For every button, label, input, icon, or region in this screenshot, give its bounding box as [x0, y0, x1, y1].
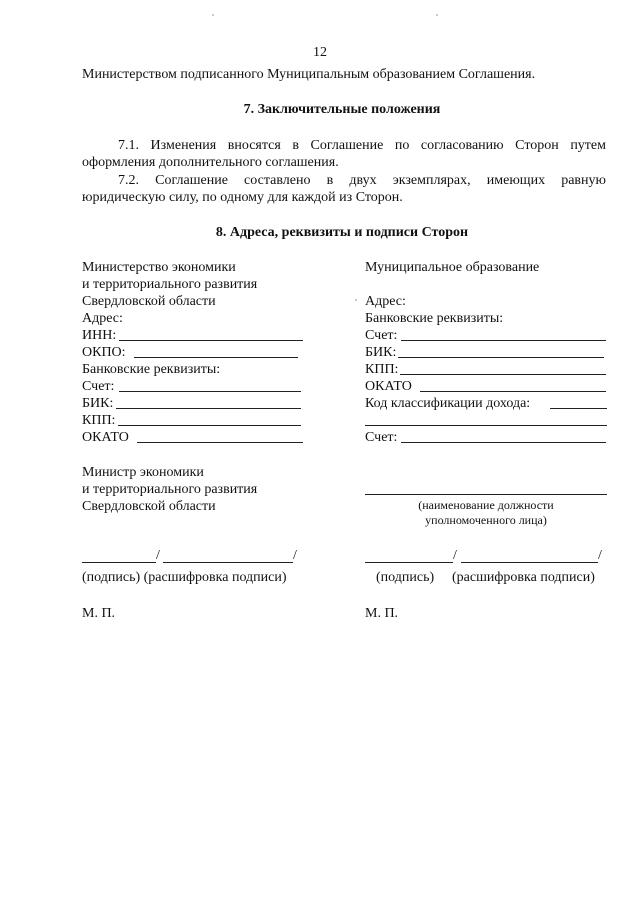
right-okato-label: ОКАТО	[365, 379, 412, 394]
section-7-p1-line2: оформления дополнительного соглашения.	[82, 155, 339, 170]
left-account-field[interactable]	[119, 391, 301, 392]
left-bik-label: БИК:	[82, 396, 114, 411]
right-kpp-field[interactable]	[400, 374, 606, 375]
left-address-label: Адрес:	[82, 311, 123, 326]
left-okato-label: ОКАТО	[82, 430, 129, 445]
right-okato-field[interactable]	[420, 391, 606, 392]
left-signer-line2: и территориального развития	[82, 482, 258, 497]
left-org-line1: Министерство экономики	[82, 260, 236, 275]
section-7-p1-line1: 7.1. Изменения вносятся в Соглашение по согласованию Сторон путем	[118, 138, 606, 153]
right-bik-label: БИК:	[365, 345, 397, 360]
right-signature-caption-1: (подпись)	[376, 570, 435, 585]
right-stamp-label: М. П.	[365, 606, 399, 621]
left-bank-label: Банковские реквизиты:	[82, 362, 221, 377]
left-org-line2: и территориального развития	[82, 277, 258, 292]
left-signer-line3: Свердловской области	[82, 499, 216, 514]
left-org-line3: Свердловской области	[82, 294, 216, 309]
page-number: 12	[313, 45, 327, 60]
left-bik-field[interactable]	[116, 408, 301, 409]
scan-speck	[355, 299, 357, 301]
left-sig-slash1: /	[156, 548, 160, 563]
left-okpo-label: ОКПО:	[82, 345, 126, 360]
right-income-code-field-2[interactable]	[365, 425, 607, 426]
section-8-heading: 8. Адреса, реквизиты и подписи Сторон	[215, 225, 469, 240]
right-signature-caption-2: (расшифровка подписи)	[452, 570, 595, 585]
left-kpp-field[interactable]	[118, 425, 301, 426]
left-signature-caption: (подпись) (расшифровка подписи)	[82, 570, 287, 585]
section-7-p2-line2: юридическую силу, по одному для каждой из Сторон.	[82, 190, 403, 205]
right-position-caption-line1: (наименование должности	[418, 498, 554, 512]
right-sig-slash2: /	[598, 548, 602, 563]
right-position-field[interactable]	[365, 494, 607, 495]
intro-line: Министерством подписанного Муниципальным образованием Соглашения.	[82, 67, 536, 82]
right-account-label: Счет:	[365, 328, 398, 343]
left-signer-line1: Министр экономики	[82, 465, 204, 480]
scan-speck	[436, 14, 438, 16]
right-bik-field[interactable]	[398, 357, 604, 358]
left-signature-name-field[interactable]	[163, 562, 293, 563]
right-address-label: Адрес:	[365, 294, 406, 309]
left-okato-field[interactable]	[137, 442, 303, 443]
right-signature-name-field[interactable]	[461, 562, 598, 563]
section-7-p2-line1: 7.2. Соглашение составлено в двух экземплярах, имеющих равную	[118, 173, 606, 188]
left-signature-field[interactable]	[82, 562, 156, 563]
right-kpp-label: КПП:	[365, 362, 399, 377]
right-org-line1: Муниципальное образование	[365, 260, 540, 275]
right-account2-label: Счет:	[365, 430, 398, 445]
left-inn-field[interactable]	[119, 340, 303, 341]
left-kpp-label: КПП:	[82, 413, 116, 428]
left-inn-label: ИНН:	[82, 328, 117, 343]
right-sig-slash1: /	[453, 548, 457, 563]
left-stamp-label: М. П.	[82, 606, 116, 621]
right-account-field[interactable]	[401, 340, 606, 341]
right-position-caption-line2: уполномоченного лица)	[425, 513, 547, 527]
right-income-code-label: Код классификации дохода:	[365, 396, 531, 411]
scan-speck	[212, 14, 214, 16]
right-bank-label: Банковские реквизиты:	[365, 311, 504, 326]
left-sig-slash2: /	[293, 548, 297, 563]
right-signature-field[interactable]	[365, 562, 453, 563]
right-account2-field[interactable]	[401, 442, 606, 443]
left-account-label: Счет:	[82, 379, 115, 394]
left-okpo-field[interactable]	[134, 357, 298, 358]
right-income-code-field[interactable]	[550, 408, 607, 409]
section-7-heading: 7. Заключительные положения	[243, 102, 441, 117]
